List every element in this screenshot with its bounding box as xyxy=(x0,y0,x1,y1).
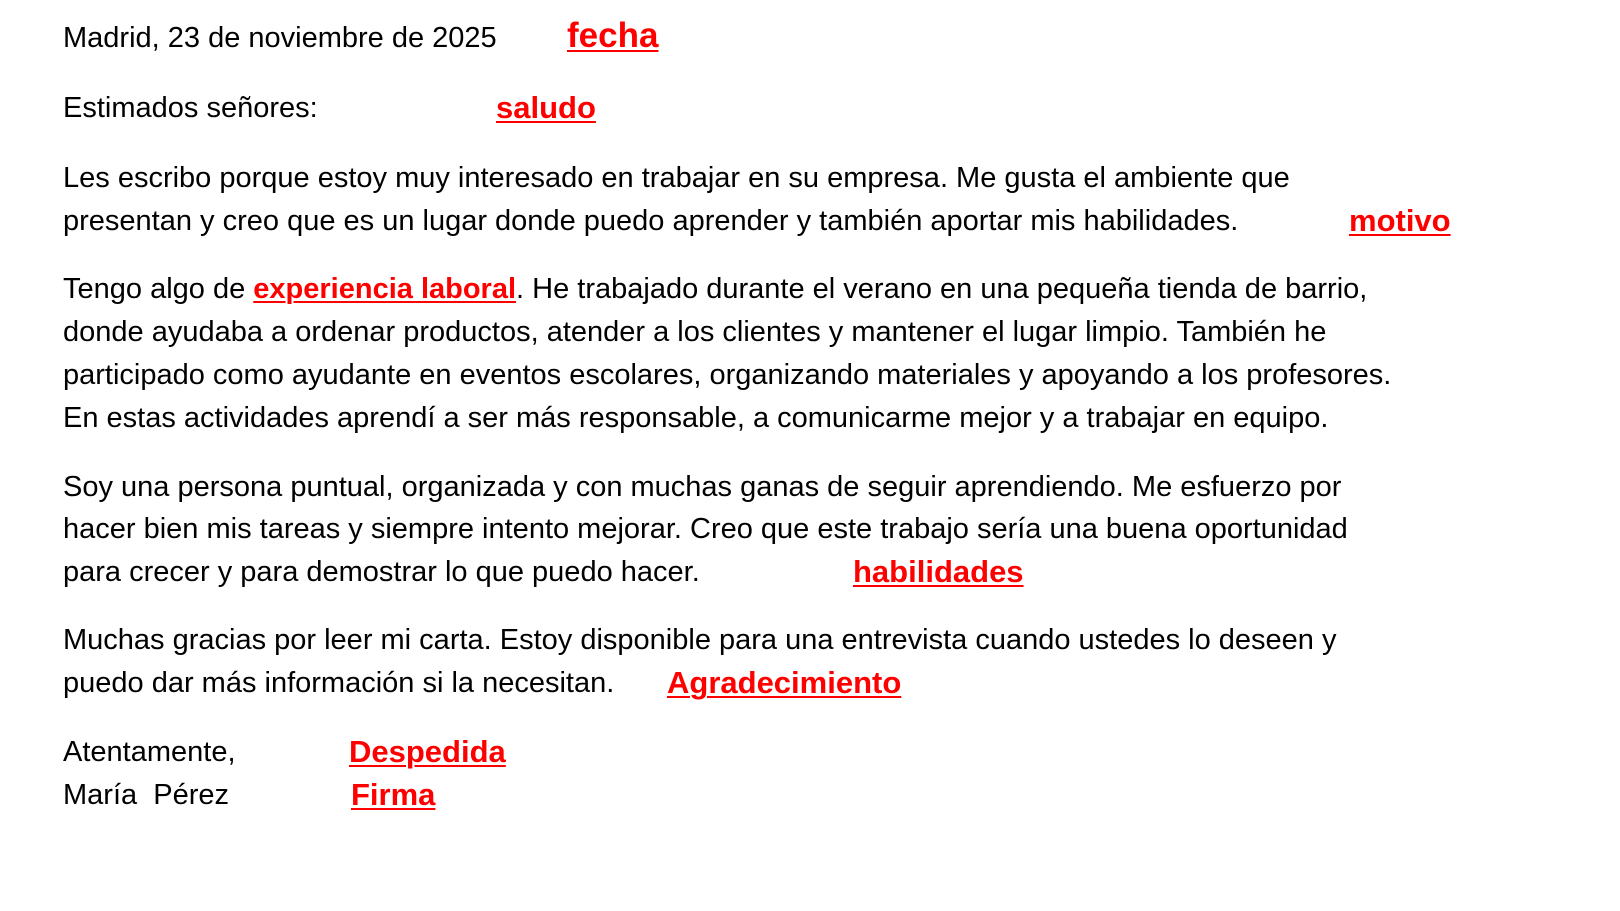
label-saludo: saludo xyxy=(496,90,596,125)
label-firma: Firma xyxy=(351,777,436,812)
motive-line-1: Les escribo porque estoy muy interesado en trabajar en su empresa. Me gusta el ambiente que xyxy=(63,162,1290,194)
experience-line-1 xyxy=(63,267,1367,311)
experience-line-1-before: Tengo algo de xyxy=(63,273,254,305)
skills-line-2: hacer bien mis tareas y siempre intento mejorar. Creo que este trabajo sería una buena oportunidad xyxy=(63,513,1348,545)
experience-line-2: donde ayudaba a ordenar productos, atender a los clientes y mantener el lugar limpio. También he xyxy=(63,316,1327,348)
label-despedida: Despedida xyxy=(349,734,506,769)
experience-line-4: En estas actividades aprendí a ser más responsable, a comunicarme mejor y a trabajar en equipo. xyxy=(63,402,1329,434)
letter-date: Madrid, 23 de noviembre de 2025 xyxy=(63,22,497,54)
label-fecha: fecha xyxy=(567,16,659,55)
label-experiencia-laboral: experiencia laboral xyxy=(253,273,517,305)
thanks-line-1: Muchas gracias por leer mi carta. Estoy disponible para una entrevista cuando ustedes lo deseen y xyxy=(63,624,1337,656)
thanks-line-2: puedo dar más información si la necesitan. xyxy=(63,667,615,699)
label-agradecimiento: Agradecimiento xyxy=(667,665,902,700)
experience-line-3: participado como ayudante en eventos escolares, organizando materiales y apoyando a los profesores. xyxy=(63,359,1392,391)
letter-greeting: Estimados señores: xyxy=(63,92,318,124)
skills-line-3: para crecer y para demostrar lo que puedo hacer. xyxy=(63,556,700,588)
letter-signature: María Pérez xyxy=(63,779,229,811)
letter-closing: Atentamente, xyxy=(63,736,236,768)
label-habilidades: habilidades xyxy=(853,554,1024,589)
motive-line-2: presentan y creo que es un lugar donde puedo aprender y también aportar mis habilidades. xyxy=(63,205,1239,237)
experience-line-1-after: . He trabajado durante el verano en una pequeña tienda de barrio, xyxy=(516,273,1368,305)
label-motivo: motivo xyxy=(1349,203,1451,238)
skills-line-1: Soy una persona puntual, organizada y con muchas ganas de seguir aprendiendo. Me esfuerzo por xyxy=(63,471,1342,503)
